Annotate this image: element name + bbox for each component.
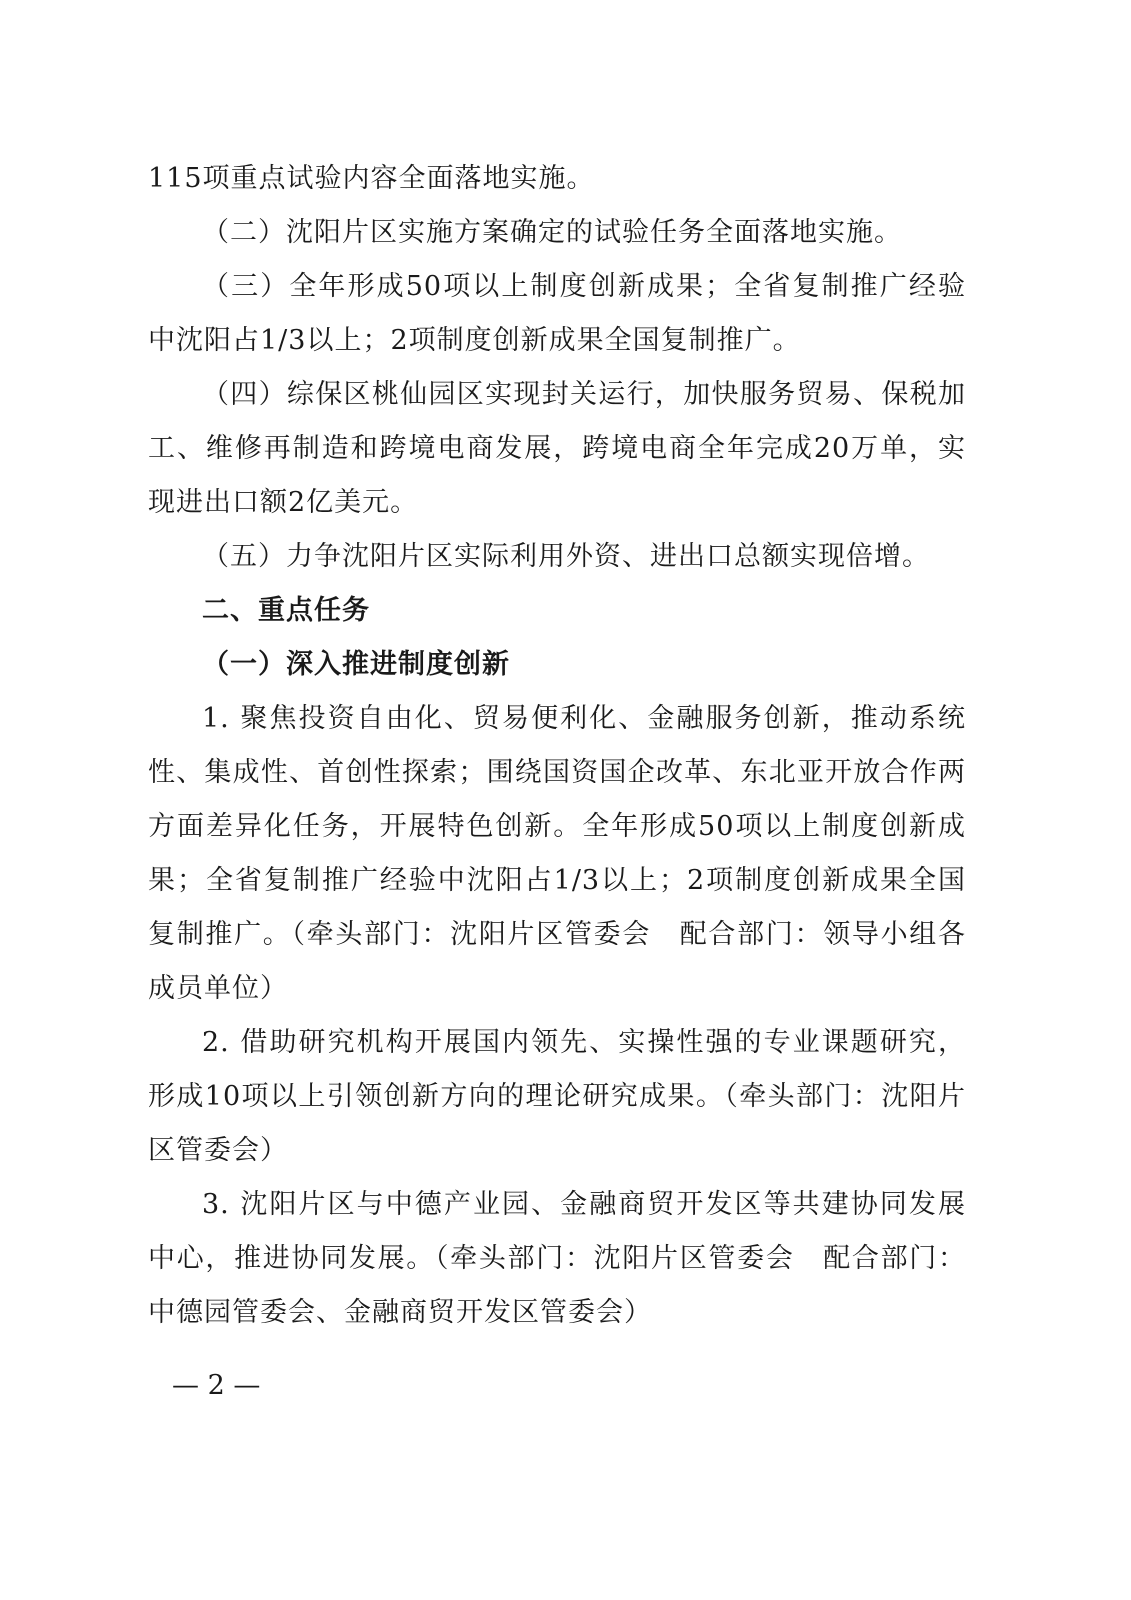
task-item-3: 3. 沈阳片区与中德产业园、金融商贸开发区等共建协同发展中心，推进协同发展。（牵头部门：沈阳片区管委会 配合部门：中德园管委会、金融商贸开发区管委会） xyxy=(148,1189,966,1328)
paragraph-target-5: （五）力争沈阳片区实际利用外资、进出口总额实现倍增。 xyxy=(202,541,930,572)
page-number: — 2 — xyxy=(172,1370,261,1401)
paragraph-target-4: （四）综保区桃仙园区实现封关运行，加快服务贸易、保税加工、维修再制造和跨境电商发展，跨境电商全年完成20万单，实现进出口额2亿美元。 xyxy=(148,379,966,518)
task-item-2: 2. 借助研究机构开展国内领先、实操性强的专业课题研究，形成10项以上引领创新方向的理论研究成果。（牵头部门：沈阳片区管委会） xyxy=(148,1027,966,1166)
document-body xyxy=(148,152,966,1340)
paragraph-target-3: （三）全年形成50项以上制度创新成果；全省复制推广经验中沈阳占1/3以上；2项制度创新成果全国复制推广。 xyxy=(148,271,966,356)
subsection-heading: （一）深入推进制度创新 xyxy=(202,649,510,680)
paragraph-target-2: （二）沈阳片区实施方案确定的试验任务全面落地实施。 xyxy=(202,217,902,248)
section-heading: 二、重点任务 xyxy=(202,595,370,626)
paragraph-continuation: 115项重点试验内容全面落地实施。 xyxy=(148,163,595,194)
task-item-1: 1. 聚焦投资自由化、贸易便利化、金融服务创新，推动系统性、集成性、首创性探索；围绕国资国企改革、东北亚开放合作两方面差异化任务，开展特色创新。全年形成50项以上制度创新成果；全省复制推广经验中沈阳占1/3以上；2项制度创新成果全国复制推广。（牵头部门：沈阳片区管委会 配合部门：领导小组各成员单位） xyxy=(148,703,966,1004)
